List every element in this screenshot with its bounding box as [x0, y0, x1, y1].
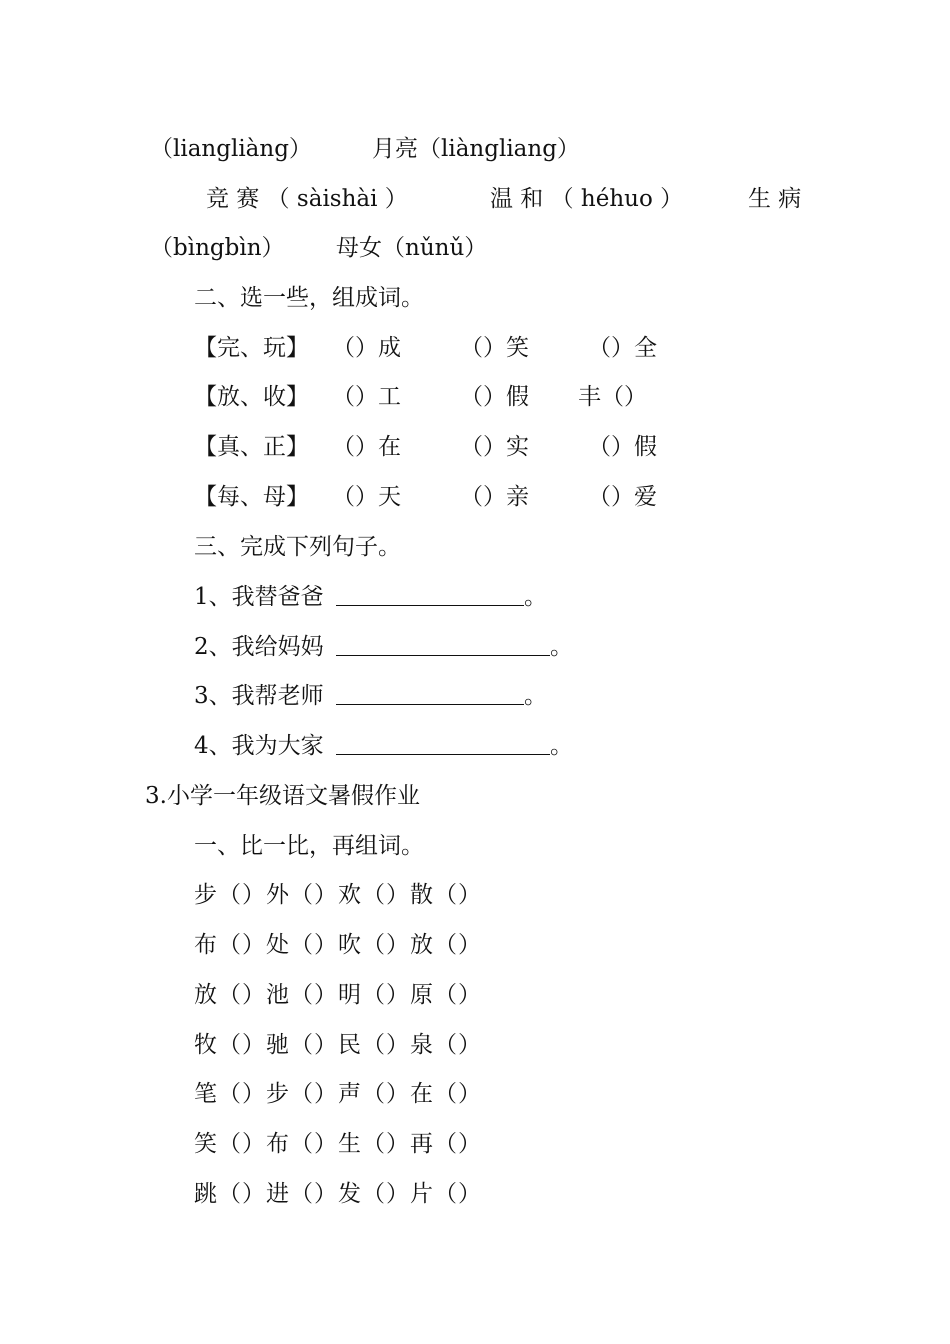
word-group-row	[194, 379, 794, 415]
word-blank-item: （）在	[332, 434, 401, 460]
word-group-label: 【真、正】	[194, 434, 309, 460]
word-blank-item: （）亲	[460, 484, 529, 510]
word-group-row	[194, 330, 794, 366]
sentence-row	[194, 629, 794, 665]
compare-row: 牧（）驰（）民（）泉（）	[194, 1032, 482, 1058]
word-blank-item: （）实	[460, 434, 529, 460]
part-title: 3.小学一年级语文暑假作业	[145, 783, 420, 809]
section-heading: 一、比一比，再组词。	[194, 833, 424, 859]
word-blank-item: （）成	[332, 335, 401, 361]
sentence-blank	[336, 728, 550, 755]
pinyin-item: （liangliàng）	[150, 136, 312, 162]
sentence-end: 。	[550, 634, 573, 660]
pinyin-item: 月亮（liàngliang）	[372, 136, 580, 162]
word-blank-item: （）笑	[460, 335, 529, 361]
compare-row: 步（）外（）欢（）散（）	[194, 882, 482, 908]
section-heading: 三、完成下列句子。	[194, 534, 401, 560]
pinyin-item: 生 病	[748, 186, 802, 212]
word-group-row	[194, 429, 794, 465]
word-blank-item: （）工	[332, 384, 401, 410]
word-group-label: 【完、玩】	[194, 335, 309, 361]
sentence-row	[194, 728, 794, 764]
word-blank-item: （）假	[588, 434, 657, 460]
sentence-prefix: 3、我帮老师	[194, 683, 324, 709]
pinyin-item: （bìngbìn）	[150, 235, 285, 261]
pinyin-line-3	[150, 230, 850, 266]
sentence-row	[194, 579, 794, 615]
sentence-blank	[336, 579, 524, 606]
word-blank-item: （）假	[460, 384, 529, 410]
compare-row: 布（）处（）吹（）放（）	[194, 932, 482, 958]
word-group-label: 【放、收】	[194, 384, 309, 410]
pinyin-line-1	[150, 131, 850, 167]
word-blank-item: （）全	[588, 335, 657, 361]
pinyin-item: 温 和 （ héhuo ）	[490, 186, 684, 212]
section-heading: 二、选一些，组成词。	[194, 285, 424, 311]
sentence-row	[194, 678, 794, 714]
sentence-end: 。	[524, 683, 547, 709]
compare-row: 跳（）进（）发（）片（）	[194, 1181, 482, 1207]
compare-row: 笔（）步（）声（）在（）	[194, 1081, 482, 1107]
word-blank-item: （）爱	[588, 484, 657, 510]
word-blank-item: （）天	[332, 484, 401, 510]
pinyin-item: 母女（nǔnǔ）	[336, 235, 488, 261]
compare-row: 笑（）布（）生（）再（）	[194, 1131, 482, 1157]
sentence-prefix: 2、我给妈妈	[194, 634, 324, 660]
sentence-prefix: 1、我替爸爸	[194, 584, 324, 610]
compare-row: 放（）池（）明（）原（）	[194, 982, 482, 1008]
sentence-prefix: 4、我为大家	[194, 733, 324, 759]
sentence-blank	[336, 629, 550, 656]
sentence-end: 。	[524, 584, 547, 610]
word-group-label: 【每、母】	[194, 484, 309, 510]
word-group-row	[194, 479, 794, 515]
word-blank-item: 丰（）	[578, 384, 647, 410]
sentence-blank	[336, 678, 524, 705]
pinyin-line-2	[150, 181, 850, 217]
pinyin-item: 竞 赛 （ sàishài ）	[206, 186, 408, 212]
sentence-end: 。	[550, 733, 573, 759]
